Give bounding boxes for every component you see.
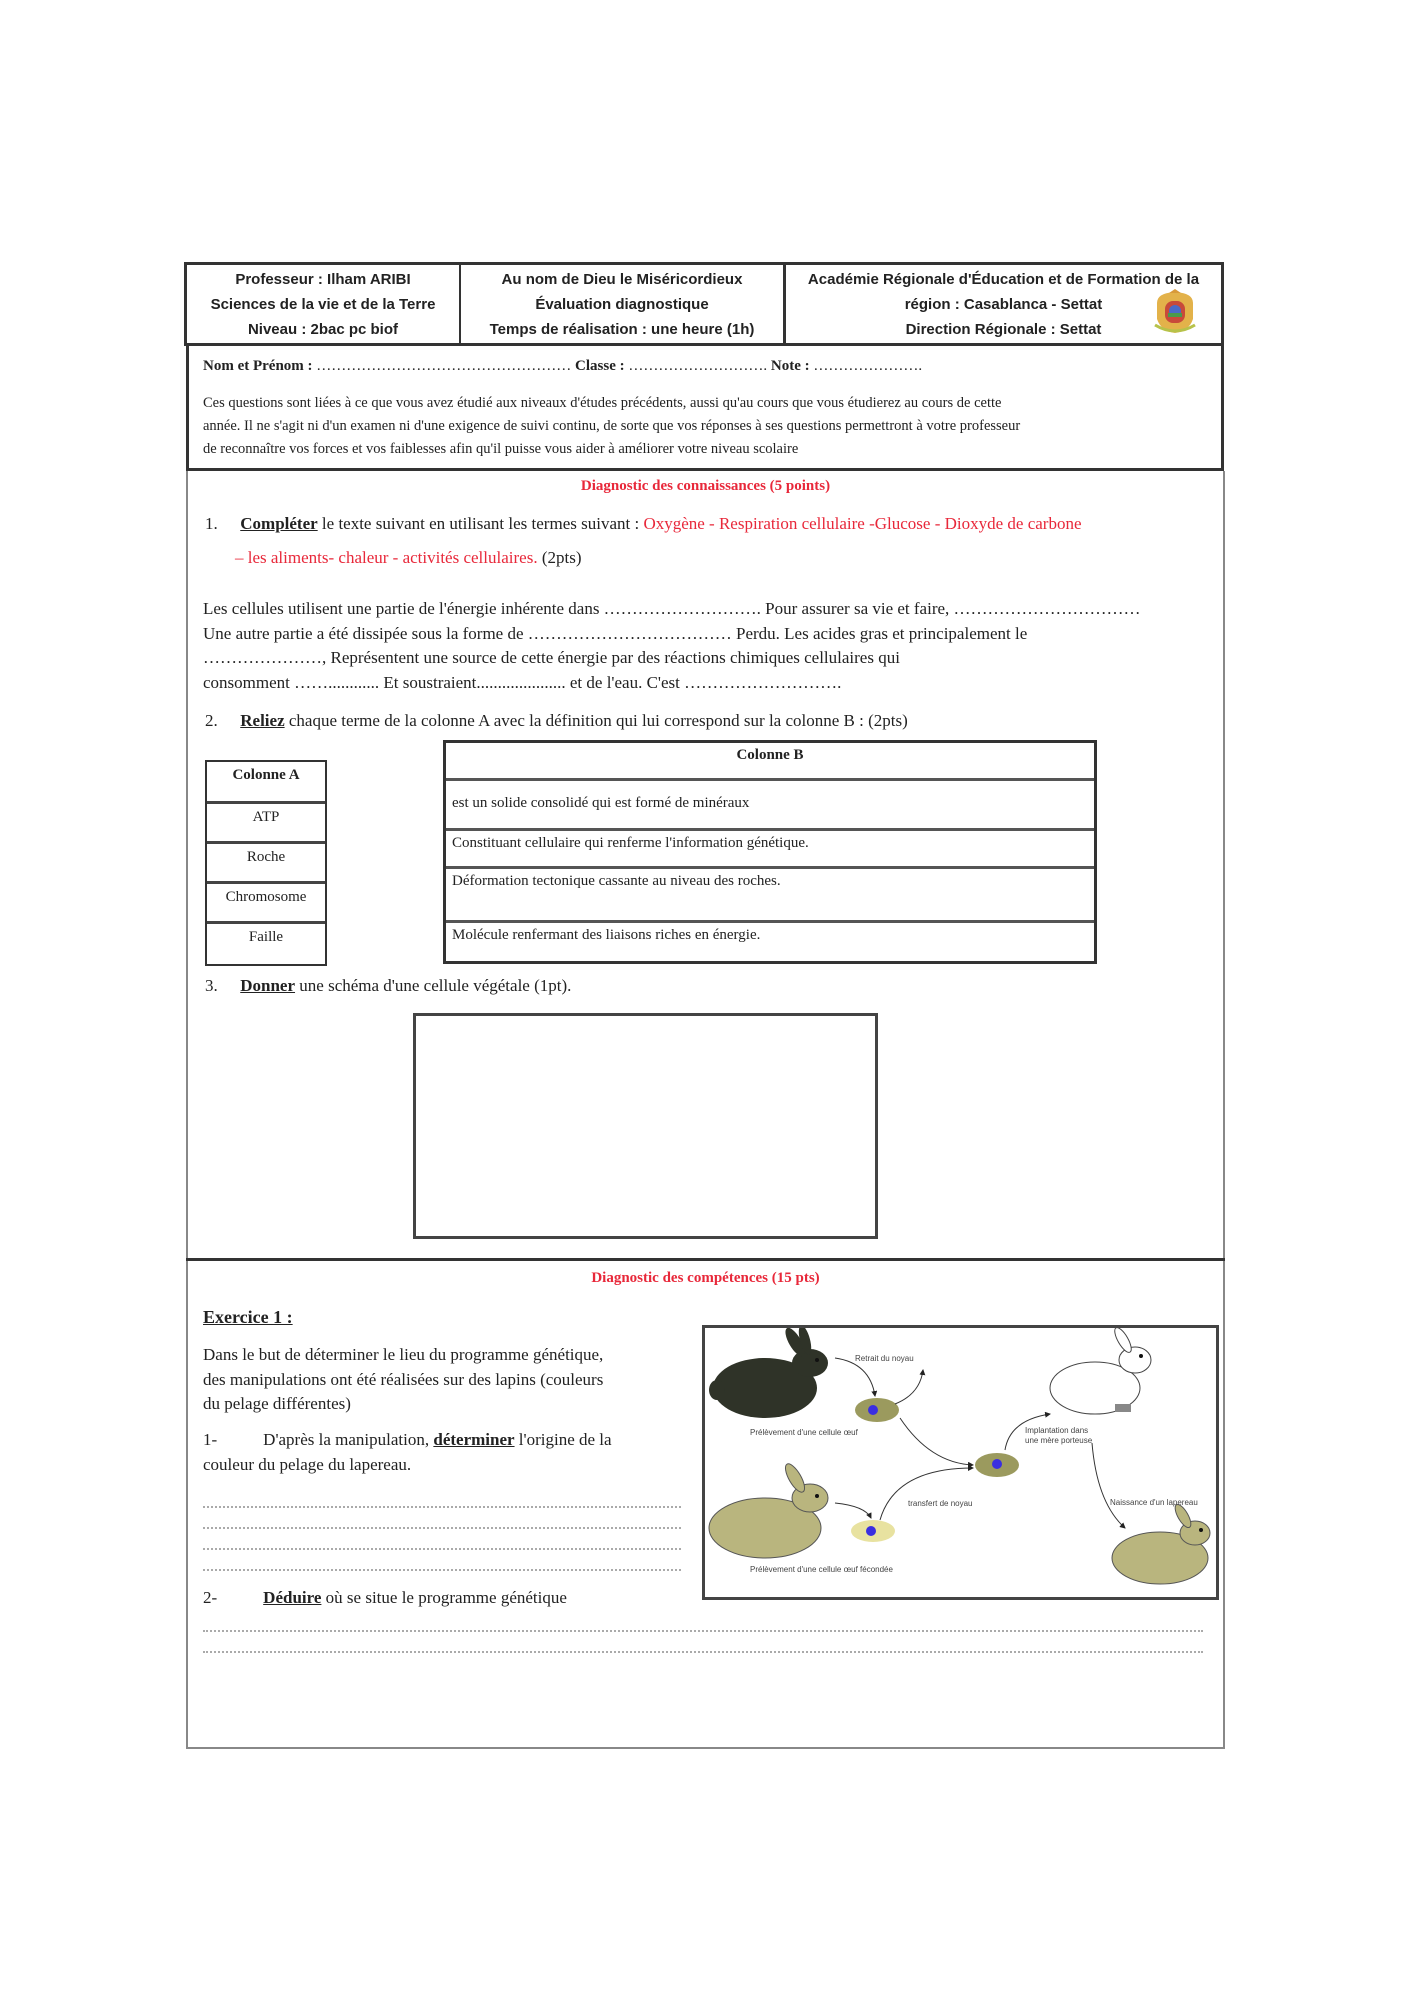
answer-line[interactable] [203, 1651, 1203, 1653]
question-points: (2pts) [537, 548, 582, 567]
column-b-item[interactable]: est un solide consolidé qui est formé de minéraux [446, 781, 1094, 831]
question-text: le texte suivant en utilisant les termes suivant : [317, 514, 644, 533]
subject-name: Sciences de la vie et de la Terre [210, 295, 436, 313]
column-b-item[interactable]: Déformation tectonique cassante au niveau des roches. [446, 869, 1094, 923]
context-line: du pelage différentes) [203, 1394, 351, 1413]
question-text: D'après la manipulation, [263, 1430, 434, 1449]
question-number: 3. [205, 976, 218, 995]
label-nucleus-removal: Retrait du noyau [855, 1354, 914, 1363]
section-skills-title: Diagnostic des compétences (15 pts) [591, 1270, 820, 1286]
class-label: Classe : [575, 358, 625, 374]
label-nucleus-transfer: transfert de noyau [908, 1499, 973, 1508]
label-fertilized-egg-sampling: Prélèvement d'une cellule œuf fécondée [750, 1565, 893, 1574]
academy-line1: Académie Régionale d'Éducation et de Formation de la [807, 271, 1200, 288]
column-a-item[interactable]: ATP [207, 804, 325, 844]
fill-in-line[interactable]: Une autre partie a été dissipée sous la forme de ……………………………… Perdu. Les acides gras et principalement le [203, 623, 1028, 643]
note-field[interactable]: …………………. [809, 358, 923, 374]
intro-line: de reconnaître vos forces et vos faiblesses afin qu'il puisse vous aider à améliorer votre niveau scolaire [203, 441, 799, 457]
intro-line: Ces questions sont liées à ce que vous avez étudié aux niveaux d'études précédents, aussi qu'au cours que vous étudierez au cours de cette [203, 395, 1002, 411]
fertilized-egg-icon [851, 1520, 895, 1542]
label-implantation-2: une mère porteuse [1025, 1436, 1093, 1445]
exercise-question-1 [203, 1428, 683, 1477]
answer-line[interactable] [203, 1548, 681, 1550]
column-a-item[interactable]: Faille [248, 929, 284, 945]
question-number: 1- [203, 1430, 218, 1449]
invocation: Au nom de Dieu le Miséricordieux [501, 270, 743, 288]
note-label: Note : [770, 358, 810, 374]
exercise-context [203, 1343, 683, 1417]
question-text: l'origine de la [514, 1430, 612, 1449]
question-verb: Reliez [240, 711, 285, 730]
question-number: 2- [203, 1588, 218, 1607]
white-rabbit-icon [1050, 1328, 1151, 1414]
question-verb: déterminer [433, 1430, 515, 1449]
question-text-cont: couleur du pelage du lapereau. [203, 1454, 412, 1474]
answer-line[interactable] [203, 1506, 681, 1508]
black-rabbit-icon [709, 1328, 828, 1418]
egg-cell-icon [855, 1398, 899, 1422]
question-3 [205, 976, 571, 996]
answer-line[interactable] [203, 1527, 681, 1529]
name-field[interactable]: …………………………………………… [312, 358, 576, 374]
column-b-table [443, 740, 1097, 964]
section-knowledge-title: Diagnostic des connaissances (5 points) [580, 478, 831, 494]
question-number: 1. [205, 514, 218, 533]
column-a-item[interactable]: Roche [207, 844, 325, 884]
fill-in-paragraph [203, 597, 1141, 695]
question-2 [205, 711, 908, 731]
class-field[interactable]: ………………………. [624, 358, 771, 374]
fill-in-line[interactable]: consomment ……............ Et soustraient..................... et de l'eau. C'est ………………………. [203, 672, 842, 692]
rabbit-cloning-illustration [705, 1328, 1216, 1597]
header-title-cell [461, 265, 786, 343]
label-egg-cell-sampling: Prélèvement d'une cellule œuf [750, 1428, 858, 1437]
question-verb: Compléter [240, 514, 318, 533]
question-verb: Donner [240, 976, 296, 995]
document-title: Évaluation diagnostique [535, 295, 709, 313]
question-text: une schéma d'une cellule végétale (1pt). [295, 976, 572, 995]
label-birth: Naissance d'un lapereau [1110, 1498, 1198, 1507]
context-line: Dans le but de déterminer le lieu du programme génétique, [203, 1345, 604, 1364]
question-1 [205, 514, 1082, 534]
header-table [184, 262, 1224, 346]
student-fields [203, 358, 922, 375]
header-academy-cell [786, 265, 1221, 343]
column-b-header: Colonne B [446, 743, 1094, 781]
section-divider [186, 1258, 1225, 1261]
teacher-name: Professeur : Ilham ARIBI [235, 270, 411, 288]
exercise-title: Exercice 1 : [203, 1307, 293, 1327]
fill-in-line[interactable]: …………………, Représentent une source de cette énergie par des réactions chimiques cellulaires qui [203, 648, 900, 667]
question-text: chaque terme de la colonne A avec la définition qui lui correspond sur la colonne B : (2pts) [284, 711, 908, 730]
question-verb: Déduire [263, 1588, 322, 1607]
fill-in-line[interactable]: Les cellules utilisent une partie de l'énergie inhérente dans ………………………. Pour assurer sa vie et faire, …………………………… [203, 599, 1141, 618]
tan-rabbit-icon [709, 1461, 828, 1558]
term-list-cont: – les aliments- chaleur - activités cellulaires. [235, 548, 538, 567]
intro-line: année. Il ne s'agit ni d'un examen ni d'une exigence de suivi continu, de sorte que vos réponses à ses questions permettront à votre professeur [203, 418, 1021, 434]
intro-text [203, 392, 1213, 461]
label-implantation: Implantation dans [1025, 1426, 1089, 1435]
reconstructed-cell-icon [975, 1453, 1019, 1477]
duration: Temps de réalisation : une heure (1h) [489, 320, 755, 338]
exercise-question-2 [203, 1586, 683, 1611]
column-a-table [205, 760, 327, 966]
drawing-answer-box[interactable] [413, 1013, 878, 1239]
coat-of-arms-icon [1153, 289, 1197, 335]
name-label: Nom et Prénom : [203, 358, 313, 374]
level: Niveau : 2bac pc biof [247, 320, 399, 338]
column-a-item[interactable]: Chromosome [207, 884, 325, 924]
column-b-item[interactable]: Molécule renfermant des liaisons riches en énergie. [452, 927, 761, 943]
column-b-item[interactable]: Constituant cellulaire qui renferme l'information génétique. [446, 831, 1094, 869]
context-line: des manipulations ont été réalisées sur des lapins (couleurs [203, 1369, 604, 1389]
answer-line[interactable] [203, 1630, 1203, 1632]
nuclear-transfer-diagram [702, 1325, 1219, 1600]
column-a-header: Colonne A [207, 762, 325, 804]
question-text: où se situe le programme génétique [321, 1588, 567, 1607]
student-info-box [186, 346, 1224, 471]
direction: Direction Régionale : Settat [905, 321, 1102, 338]
term-list: Oxygène - Respiration cellulaire -Glucose - Dioxyde de carbone [643, 514, 1082, 533]
header-teacher-cell [187, 265, 461, 343]
question-number: 2. [205, 711, 218, 730]
question-1-cont [235, 548, 582, 568]
baby-rabbit-icon [1112, 1502, 1210, 1584]
academy-line2: région : Casablanca - Settat [904, 296, 1103, 313]
answer-line[interactable] [203, 1569, 681, 1571]
